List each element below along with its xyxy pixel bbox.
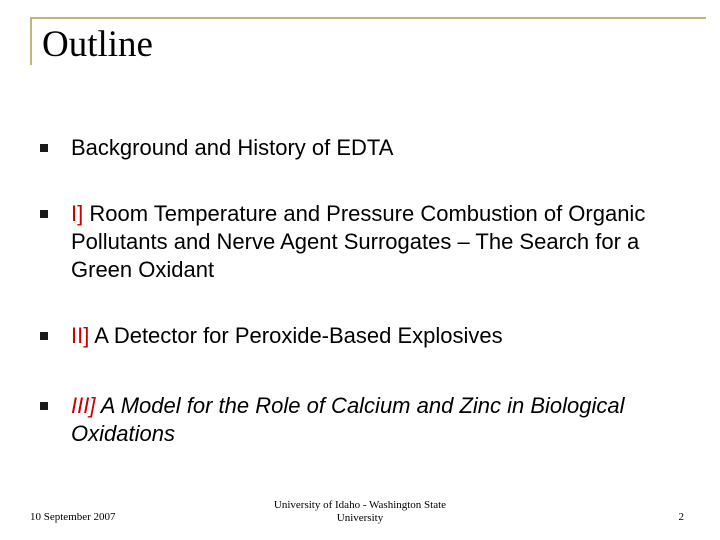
bullet-roman-numeral: I]	[71, 201, 84, 226]
bullet-body: Background and History of EDTA	[71, 135, 394, 160]
square-bullet-icon	[40, 144, 48, 152]
footer-institution	[240, 499, 480, 525]
footer-institution-line2: University	[336, 512, 384, 524]
slide-title: Outline	[42, 24, 153, 65]
bullet-text	[71, 322, 671, 350]
square-bullet-icon	[40, 332, 48, 340]
footer-date: 10 September 2007	[30, 511, 116, 523]
footer-institution-line1: University of Idaho - Washington State	[273, 499, 447, 511]
page-number: 2	[678, 511, 684, 523]
bullet-text	[71, 134, 671, 162]
bullet-body: Room Temperature and Pressure Combustion of Organic Pollutants and Nerve Agent Surrogates – The Search for a Green Oxidant	[71, 201, 646, 282]
bullet-roman-numeral: III]	[71, 393, 96, 418]
bullet-text	[71, 392, 671, 448]
bullet-body: A Detector for Peroxide-Based Explosives	[89, 323, 503, 348]
square-bullet-icon	[40, 210, 48, 218]
bullet-text	[71, 200, 671, 284]
bullet-roman-numeral: II]	[71, 323, 90, 348]
square-bullet-icon	[40, 402, 48, 410]
bullet-body: A Model for the Role of Calcium and Zinc in Biological Oxidations	[71, 393, 625, 446]
